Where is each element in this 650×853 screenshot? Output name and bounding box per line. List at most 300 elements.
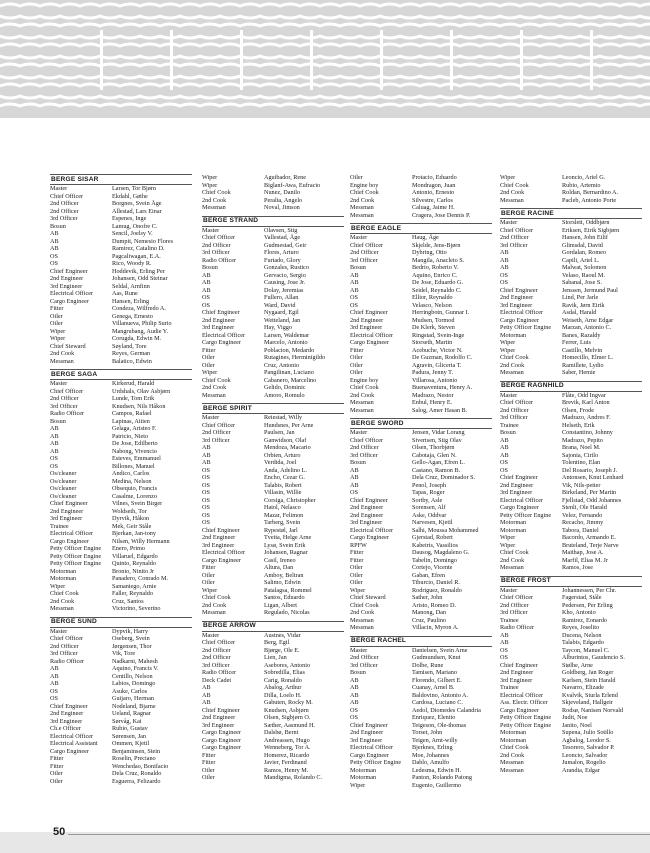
- crew-row: [50, 500, 192, 508]
- crew-name: Karlsen, Stein Harald: [562, 676, 616, 684]
- crew-row: [350, 782, 492, 790]
- crew-name: Johannessen, Per Chr.: [562, 586, 617, 594]
- crew-row: [202, 677, 344, 685]
- crew-name: Recacho, Jimmy: [562, 519, 604, 526]
- crew-rank: Chief Engineer: [500, 474, 538, 481]
- crew-row: [350, 549, 492, 557]
- ship-section: [202, 621, 344, 782]
- crew-row: [500, 744, 642, 752]
- crew-rank: Oiler: [350, 571, 363, 579]
- crew-name: Tveita, Helge Arne: [264, 534, 312, 541]
- crew-row: [500, 722, 642, 730]
- crew-row: [350, 519, 492, 527]
- crew-name: Tabora, Daniel: [562, 526, 599, 534]
- crew-row: [500, 339, 642, 347]
- crew-rank: 2nd Cook: [500, 556, 525, 564]
- crew-rank: 2nd Officer: [500, 234, 529, 241]
- crew-name: Reyes, Joselito: [562, 624, 600, 631]
- crew-row: [350, 384, 492, 392]
- crew-name: Velaso, Raoul M.: [562, 271, 605, 279]
- crew-rank: Chief Steward: [350, 594, 386, 601]
- crew-row: [500, 174, 642, 182]
- crew-row: [350, 759, 492, 767]
- crew-row: [50, 418, 192, 426]
- crew-rank: Messman: [500, 196, 524, 204]
- crew-row: [50, 223, 192, 231]
- ship-name: BERGE RACHEL: [350, 636, 492, 647]
- crew-name: Hundsnes, Per Arne: [264, 421, 314, 429]
- crew-rank: Chief Officer: [50, 635, 84, 642]
- crew-rank: Bosun: [350, 459, 366, 466]
- crew-list: [50, 174, 625, 809]
- crew-name: Olsen, Frode: [562, 406, 594, 414]
- crew-row: [500, 609, 642, 617]
- crew-name: Saber, Hemie: [562, 369, 596, 376]
- crew-name: Gabuten, Rocky M.: [264, 699, 313, 706]
- wave-pattern-icon: [0, 0, 650, 118]
- crew-row: [50, 763, 192, 771]
- crew-rank: Oiler: [202, 354, 215, 361]
- crew-row: [500, 324, 642, 332]
- crew-column: [202, 174, 344, 786]
- crew-rank: 3rd Officer: [50, 650, 78, 657]
- crew-row: [50, 635, 192, 643]
- crew-rank: OS: [350, 714, 358, 721]
- crew-name: Berg, Egil: [264, 639, 290, 646]
- crew-name: Sivertsen, Stig Olav: [412, 436, 462, 444]
- crew-row: [50, 770, 192, 778]
- crew-row: [350, 392, 492, 400]
- crew-rank: Master: [202, 631, 220, 639]
- crew-rank: Radio Officer: [500, 624, 535, 631]
- crew-rank: Electrical Officer: [500, 309, 543, 316]
- crew-name: Madrazo, Pepito: [562, 436, 603, 444]
- crew-rank: Petty Officer Engine: [500, 714, 552, 721]
- crew-row: [202, 309, 344, 317]
- crew-name: Malwat, Solomon: [562, 264, 607, 271]
- crew-name: Lysø, Svein Erik: [264, 541, 306, 549]
- crew-name: De Jose, Eduardo G.: [412, 279, 464, 286]
- crew-rank: OS: [202, 481, 210, 489]
- page-number: 50: [53, 826, 66, 838]
- crew-rank: Wiper: [500, 346, 516, 354]
- crew-rank: Wiper: [500, 541, 516, 549]
- crew-name: Urdshals, Olav Asbjørn: [112, 387, 171, 395]
- crew-rank: AB: [350, 691, 359, 699]
- crew-row: [350, 197, 492, 205]
- crew-rank: Electrical Officer: [350, 744, 393, 751]
- crew-row: [50, 298, 192, 306]
- crew-rank: AB: [202, 684, 211, 691]
- crew-name: Bacordo, Armando E.: [562, 534, 616, 541]
- crew-row: [50, 455, 192, 463]
- crew-row: [500, 617, 642, 625]
- crew-row: [202, 422, 344, 430]
- crew-name: Roselin, Preciano: [112, 755, 156, 762]
- crew-rank: 2nd Engineer: [350, 504, 384, 511]
- crew-rank: AB: [50, 447, 59, 455]
- crew-row: [350, 189, 492, 197]
- crew-row: [500, 234, 642, 242]
- crew-name: Dypvik, Harry: [112, 627, 149, 635]
- crew-name: Peralta, Angelo: [264, 196, 303, 204]
- crew-name: Gjerstad, Robert: [412, 534, 453, 541]
- crew-row: [500, 677, 642, 685]
- crew-row: [500, 602, 642, 610]
- crew-row: [350, 362, 492, 370]
- crew-rank: Chief Officer: [500, 399, 534, 406]
- crew-rank: Chief Engineer: [50, 702, 88, 710]
- crew-name: Paulsen, Jan: [264, 429, 295, 436]
- ship-section: [500, 174, 642, 204]
- crew-rank: OS: [202, 301, 210, 309]
- crew-row: [350, 774, 492, 782]
- crew-rank: 3rd Officer: [350, 451, 378, 459]
- crew-rank: Os/cleaner: [50, 470, 77, 477]
- crew-rank: Chief Cook: [500, 744, 529, 751]
- crew-name: Skjeveland, Hallgeir: [562, 699, 613, 706]
- crew-name: Cragera, Jose Dennis P.: [412, 211, 471, 219]
- crew-name: Sobredilla, Elias: [264, 669, 305, 676]
- crew-row: [350, 707, 492, 715]
- crew-rank: 2nd Engineer: [350, 316, 384, 324]
- crew-name: Sorensen, Alf: [412, 504, 446, 511]
- crew-rank: Wiper: [500, 534, 516, 541]
- crew-rank: OS: [500, 466, 508, 474]
- crew-name: Olavsen, Stig: [264, 226, 298, 234]
- crew-row: [350, 459, 492, 467]
- crew-row: [50, 718, 192, 726]
- crew-row: [500, 429, 642, 437]
- crew-name: Castillo, Melvin: [562, 346, 603, 354]
- crew-rank: 2nd Engineer: [50, 507, 84, 515]
- crew-row: [50, 388, 192, 396]
- crew-name: Hansen, Erling: [112, 297, 150, 305]
- crew-rank: Motorman: [500, 736, 527, 744]
- crew-rank: Oiler: [202, 579, 215, 586]
- crew-rank: Messman: [350, 204, 374, 211]
- crew-name: Ramillete, Lydio: [562, 361, 604, 369]
- crew-rank: Cargo Engineer: [500, 316, 539, 324]
- crew-row: [202, 444, 344, 452]
- crew-name: Ledesma, Edwin H.: [412, 766, 462, 774]
- crew-rank: Ch.e Officer: [50, 725, 81, 732]
- crew-row: [350, 594, 492, 602]
- crew-row: [500, 189, 642, 197]
- crew-rank: Chief Engineer: [202, 706, 240, 714]
- crew-rank: 2nd Cook: [350, 196, 375, 204]
- crew-rank: Cargo Engineer: [50, 297, 89, 305]
- crew-name: Navarro, Elizade: [562, 684, 604, 691]
- crew-rank: Fitter: [50, 755, 64, 762]
- crew-name: Gervacio, Sergio: [264, 271, 306, 279]
- crew-rank: 2nd Engineer: [350, 729, 384, 736]
- crew-row: [350, 444, 492, 452]
- crew-name: Olsen, Sigbjørn O.: [264, 714, 311, 721]
- crew-rank: 2nd Cook: [350, 609, 375, 616]
- crew-name: Storslett, Oddbjørn: [562, 219, 610, 226]
- crew-name: Larsen, Tor Bjørn: [112, 185, 156, 192]
- crew-row: [350, 204, 492, 212]
- crew-row: [350, 249, 492, 257]
- crew-rank: Wiper: [202, 174, 218, 181]
- crew-row: [500, 264, 642, 272]
- crew-row: [202, 504, 344, 512]
- crew-row: [202, 737, 344, 745]
- crew-rank: Master: [350, 234, 368, 241]
- crew-name: Mazar, Felimon: [264, 511, 304, 519]
- crew-rank: 2nd Officer: [202, 654, 231, 661]
- crew-rank: 2nd Cook: [500, 751, 525, 759]
- crew-row: [50, 448, 192, 456]
- crew-rank: AB: [350, 676, 359, 684]
- crew-row: [50, 185, 192, 193]
- crew-row: [500, 369, 642, 377]
- crew-rank: 2nd Officer: [350, 444, 379, 451]
- crew-row: [350, 174, 492, 182]
- crew-row: [500, 272, 642, 280]
- ship-name: BERGE FROST: [500, 576, 642, 587]
- crew-row: [50, 485, 192, 493]
- crew-row: [350, 557, 492, 565]
- crew-rank: 3rd Officer: [202, 661, 230, 669]
- crew-name: Ramos, Henry M.: [264, 766, 309, 774]
- crew-rank: AB: [500, 444, 509, 451]
- crew-name: Marzan, Antonio C.: [562, 324, 612, 331]
- crew-row: [500, 414, 642, 422]
- crew-rank: Electrical Assistant: [50, 740, 98, 747]
- crew-name: Wenchedao, Bonifacio: [112, 762, 169, 770]
- crew-rank: Chief Steward: [50, 342, 86, 350]
- crew-row: [350, 309, 492, 317]
- crew-name: Ringstad, Svein-Inge: [412, 331, 465, 339]
- crew-rank: Wiper: [50, 335, 66, 342]
- crew-name: Sæther, Aasmund H.: [264, 721, 315, 729]
- crew-row: [50, 425, 192, 433]
- crew-row: [350, 527, 492, 535]
- crew-rank: 3rd Engineer: [202, 324, 235, 331]
- crew-row: [50, 283, 192, 291]
- crew-name: Kvalvik, Sturla Erlend: [562, 691, 618, 699]
- crew-rank: Fitter: [202, 564, 216, 571]
- crew-row: [350, 587, 492, 595]
- crew-name: Marfil, Elias M. Jr: [562, 556, 608, 564]
- crew-name: Birkeland, Per Martin: [562, 489, 617, 496]
- crew-rank: AB: [350, 466, 359, 474]
- crew-row: [500, 564, 642, 572]
- crew-row: [350, 369, 492, 377]
- crew-row: [202, 564, 344, 572]
- crew-rank: Cargo Engineer: [350, 751, 389, 759]
- crew-row: [202, 474, 344, 482]
- crew-name: Gonzales, Rustico: [264, 264, 310, 271]
- crew-rank: Electrical Officer: [202, 549, 245, 556]
- crew-rank: Wiper: [50, 582, 66, 590]
- crew-row: [350, 234, 492, 242]
- crew-row: [350, 354, 492, 362]
- crew-name: Patalagsa, Rommel: [264, 586, 312, 594]
- crew-row: [202, 452, 344, 460]
- crew-name: Homerez, Ricardo: [264, 751, 310, 759]
- crew-name: Orbien, Arturo: [264, 451, 301, 459]
- crew-row: [350, 482, 492, 490]
- crew-rank: Chief Officer: [202, 421, 236, 429]
- crew-row: [202, 377, 344, 385]
- crew-row: [350, 512, 492, 520]
- crew-rank: Cargo Engineer: [202, 736, 241, 744]
- crew-rank: Trainee: [500, 684, 519, 691]
- crew-name: Ramos, Jose: [562, 564, 593, 571]
- crew-row: [500, 639, 642, 647]
- crew-rank: Petty Officer Engine: [350, 759, 402, 766]
- crew-name: Aquino, Enrico C.: [412, 271, 458, 279]
- crew-rank: AB: [50, 245, 59, 252]
- crew-rank: Messman: [350, 616, 374, 624]
- crew-name: Florendo, Gilbert E.: [412, 676, 462, 684]
- crew-rank: Chief Cook: [50, 590, 79, 597]
- crew-rank: Oiler: [350, 579, 363, 586]
- crew-row: [50, 290, 192, 298]
- crew-name: Eriksen, Eirik Sigbjørn: [562, 226, 620, 234]
- crew-row: [202, 609, 344, 617]
- crew-rank: OS: [500, 271, 508, 279]
- crew-rank: Electrical Officer: [350, 526, 393, 534]
- crew-name: Condeza, Wilfredo A.: [112, 305, 166, 312]
- crew-name: Mandigma, Rolando C.: [264, 774, 323, 781]
- crew-rank: AB: [500, 436, 509, 444]
- crew-row: [350, 669, 492, 677]
- crew-name: Aguibador, Rene: [264, 174, 307, 181]
- crew-rank: 3rd Officer: [202, 436, 230, 444]
- crew-name: De Jose, Edilberto: [112, 440, 158, 447]
- crew-row: [50, 650, 192, 658]
- crew-row: [500, 489, 642, 497]
- crew-rank: Messman: [350, 406, 374, 414]
- crew-name: Tamisen, Mariano: [412, 669, 457, 676]
- crew-name: Dela Cruz, Dominador S.: [412, 474, 476, 481]
- crew-column: [350, 174, 492, 793]
- crew-name: Gordalan, Romeo: [562, 249, 606, 256]
- crew-name: Abalog, Arthur: [264, 684, 302, 691]
- crew-name: Weiseth, Arne Edgar: [562, 316, 614, 324]
- crew-row: [50, 358, 192, 366]
- crew-rank: Chief Engineer: [202, 526, 240, 534]
- crew-row: [500, 354, 642, 362]
- crew-name: Dolbe, Rune: [412, 661, 444, 669]
- crew-row: [350, 429, 492, 437]
- crew-row: [202, 752, 344, 760]
- crew-row: [202, 324, 344, 332]
- crew-rank: Fitter: [202, 759, 216, 766]
- crew-rank: Oiler: [202, 361, 215, 369]
- crew-rank: Trainee: [50, 522, 69, 530]
- crew-rank: Chief Officer: [350, 241, 384, 249]
- crew-rank: Oiler: [202, 774, 215, 781]
- crew-name: Cabotaja, Glen N.: [412, 451, 457, 459]
- crew-row: [202, 534, 344, 542]
- crew-name: Brevik, Karl Anton: [562, 399, 610, 406]
- crew-rank: OS: [350, 489, 358, 496]
- crew-row: [50, 545, 192, 553]
- crew-rank: AB: [202, 286, 211, 294]
- crew-row: [350, 474, 492, 482]
- crew-rank: AB: [50, 425, 59, 432]
- crew-row: [202, 369, 344, 377]
- crew-rank: Master: [350, 429, 368, 436]
- crew-row: [350, 609, 492, 617]
- crew-name: Glimsdal, David: [562, 241, 603, 249]
- crew-rank: 2nd Engineer: [202, 534, 236, 541]
- crew-row: [50, 560, 192, 568]
- crew-rank: Chief Officer: [500, 594, 534, 601]
- crew-name: Sørensen, Jan: [112, 732, 147, 740]
- crew-row: [350, 504, 492, 512]
- crew-name: Enriquez, Elenito: [412, 714, 456, 721]
- crew-name: Supena, Julio Sotillo: [562, 729, 614, 736]
- crew-name: Kabeiris, Vassilios: [412, 541, 458, 549]
- crew-rank: 3rd Officer: [500, 241, 528, 249]
- crew-name: Aske, Oddvar: [412, 511, 447, 519]
- crew-name: Bronio, Ninito Jr: [112, 567, 155, 575]
- crew-name: Santos, Eduardo: [264, 594, 305, 601]
- crew-name: Kirkerud, Harald: [112, 380, 155, 387]
- crew-row: [50, 688, 192, 696]
- crew-row: [202, 302, 344, 310]
- crew-rank: 3rd Engineer: [350, 736, 383, 744]
- crew-rank: AB: [50, 230, 59, 237]
- crew-rank: Ass. Electr. Officer: [500, 699, 548, 706]
- crew-rank: Engine boy: [350, 376, 379, 384]
- crew-rank: 2nd Officer: [50, 200, 79, 207]
- crew-name: Teigeson, Ole-thomas: [412, 721, 467, 729]
- crew-row: [350, 242, 492, 250]
- crew-name: Danielsen, Svein Arne: [412, 646, 468, 654]
- crew-name: Dela Cruz, Ronaldo: [112, 770, 162, 777]
- crew-rank: 3rd Engineer: [202, 721, 235, 729]
- crew-row: [350, 662, 492, 670]
- crew-name: Talabis, Robert: [264, 481, 302, 489]
- crew-rank: 2nd Cook: [50, 350, 75, 357]
- crew-rank: Messman: [350, 399, 374, 406]
- crew-row: [350, 564, 492, 572]
- crew-name: Campos, Rafael: [112, 410, 152, 417]
- crew-name: Rypestøl, Jarl: [264, 526, 298, 534]
- crew-rank: Chief Engineer: [500, 661, 538, 669]
- crew-row: [202, 707, 344, 715]
- crew-name: Jumalon, Rogelio: [562, 759, 606, 766]
- crew-name: Gelido, Dominic: [264, 384, 306, 391]
- crew-rank: Engine boy: [350, 181, 379, 189]
- crew-rank: Chief Officer: [202, 234, 236, 241]
- crew-name: Tiburcio, Daniel R.: [412, 579, 460, 586]
- crew-name: Panton, Rolando Patong: [412, 774, 472, 781]
- crew-name: Madrazo, Nestor: [412, 391, 454, 399]
- crew-rank: Bosun: [50, 417, 66, 425]
- crew-rank: 3rd Engineer: [350, 324, 383, 331]
- crew-name: Søyland, Tore: [112, 342, 147, 350]
- crew-rank: OS: [500, 646, 508, 654]
- crew-row: [500, 759, 642, 767]
- crew-rank: AB: [500, 264, 509, 271]
- crew-row: [50, 403, 192, 411]
- crew-row: [50, 703, 192, 711]
- crew-row: [500, 482, 642, 490]
- crew-rank: 3rd Engineer: [50, 717, 83, 725]
- crew-name: Agbalog, Leodor S.: [562, 736, 611, 744]
- crew-row: [350, 692, 492, 700]
- crew-row: [350, 294, 492, 302]
- crew-name: Gello-Agan, Efren L.: [412, 459, 465, 466]
